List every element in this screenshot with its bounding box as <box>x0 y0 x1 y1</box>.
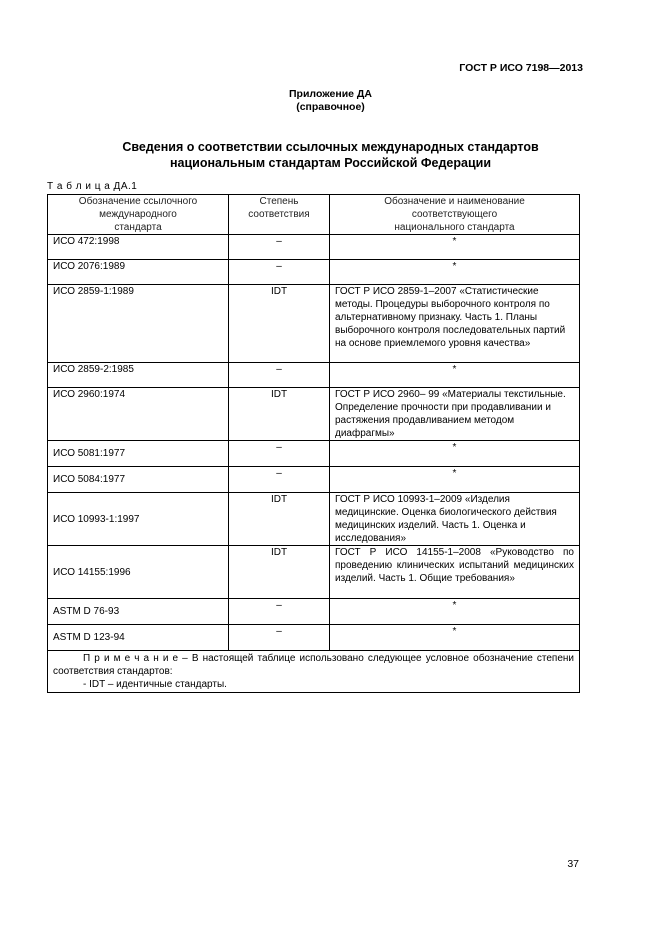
cell-degree: IDT <box>229 493 330 546</box>
table-row <box>48 235 580 260</box>
document-code: ГОСТ Р ИСО 7198—2013 <box>459 62 583 74</box>
cell-reference: ИСО 5081:1977 <box>48 441 229 467</box>
cell-reference: ИСО 2076:1989 <box>48 260 229 285</box>
table-header-row <box>48 195 580 235</box>
appendix-subtitle: (справочное) <box>296 101 365 113</box>
table-note <box>48 651 580 693</box>
cell-degree: IDT <box>229 285 330 363</box>
cell-degree: – <box>229 363 330 388</box>
note-text: – В настоящей таблице использовано следующее условное обозначение степени соответствия стандартов: <box>53 653 574 677</box>
table-row <box>48 388 580 441</box>
page-number: 37 <box>567 858 579 870</box>
cell-national: * <box>330 363 580 388</box>
cell-reference: ИСО 2960:1974 <box>48 388 229 441</box>
cell-national: * <box>330 441 580 467</box>
cell-national: ГОСТ Р ИСО 10993-1–2009 «Изделия медицинские. Оценка биологического действия медицинских изделий. Часть 1. Оценка и исследования» <box>330 493 580 546</box>
cell-degree: – <box>229 235 330 260</box>
header-reference-standard: Обозначение ссылочного международного стандарта <box>48 195 229 235</box>
table-row <box>48 546 580 599</box>
cell-reference: ASTM D 123-94 <box>48 625 229 651</box>
cell-reference: ИСО 5084:1977 <box>48 467 229 493</box>
table-row <box>48 260 580 285</box>
cell-national: ГОСТ Р ИСО 14155-1–2008 «Руководство по проведению клинических испытаний медицинских изделий. Часть 1. Общие требования» <box>330 546 580 599</box>
note-label: П р и м е ч а н и е <box>83 653 179 664</box>
table-row <box>48 467 580 493</box>
cell-national: ГОСТ Р ИСО 2859-1–2007 «Статистические методы. Процедуры выборочного контроля по альтернативному признаку. Часть 1. Планы выборочного контроля последовательных партий на основе приемлемого уровня качества» <box>330 285 580 363</box>
cell-reference: ИСО 2859-1:1989 <box>48 285 229 363</box>
header-national-standard: Обозначение и наименование соответствующего национального стандарта <box>330 195 580 235</box>
cell-national: ГОСТ Р ИСО 2960– 99 «Материалы текстильные. Определение прочности при продавливании и растяжения продавливанием методом диафрагмы» <box>330 388 580 441</box>
section-title <box>0 139 661 171</box>
appendix-title: Приложение ДА <box>289 88 372 100</box>
table-row <box>48 599 580 625</box>
cell-degree: – <box>229 599 330 625</box>
cell-reference: ИСО 2859-2:1985 <box>48 363 229 388</box>
section-title-line2: национальным стандартам Российской Федерации <box>169 156 492 170</box>
cell-reference: ИСО 14155:1996 <box>48 546 229 599</box>
cell-national: * <box>330 625 580 651</box>
note-item: - IDT – идентичные стандарты. <box>83 679 227 690</box>
cell-reference: ИСО 10993-1:1997 <box>48 493 229 546</box>
table-row <box>48 441 580 467</box>
table-row <box>48 285 580 363</box>
section-title-line1: Сведения о соответствии ссылочных международных стандартов <box>122 140 539 154</box>
cell-national: * <box>330 260 580 285</box>
cell-degree: IDT <box>229 388 330 441</box>
table-caption: Т а б л и ц а ДА.1 <box>47 181 138 192</box>
table-row <box>48 625 580 651</box>
header-degree: Степень соответствия <box>229 195 330 235</box>
cell-reference: ASTM D 76-93 <box>48 599 229 625</box>
correspondence-table <box>47 194 580 693</box>
cell-reference: ИСО 472:1998 <box>48 235 229 260</box>
table-note-row <box>48 651 580 693</box>
cell-national: * <box>330 599 580 625</box>
cell-national: * <box>330 467 580 493</box>
cell-degree: – <box>229 260 330 285</box>
cell-degree: – <box>229 441 330 467</box>
cell-degree: – <box>229 467 330 493</box>
table-row <box>48 363 580 388</box>
table-row <box>48 493 580 546</box>
appendix-heading <box>0 88 661 114</box>
cell-degree: IDT <box>229 546 330 599</box>
cell-national: * <box>330 235 580 260</box>
cell-degree: – <box>229 625 330 651</box>
